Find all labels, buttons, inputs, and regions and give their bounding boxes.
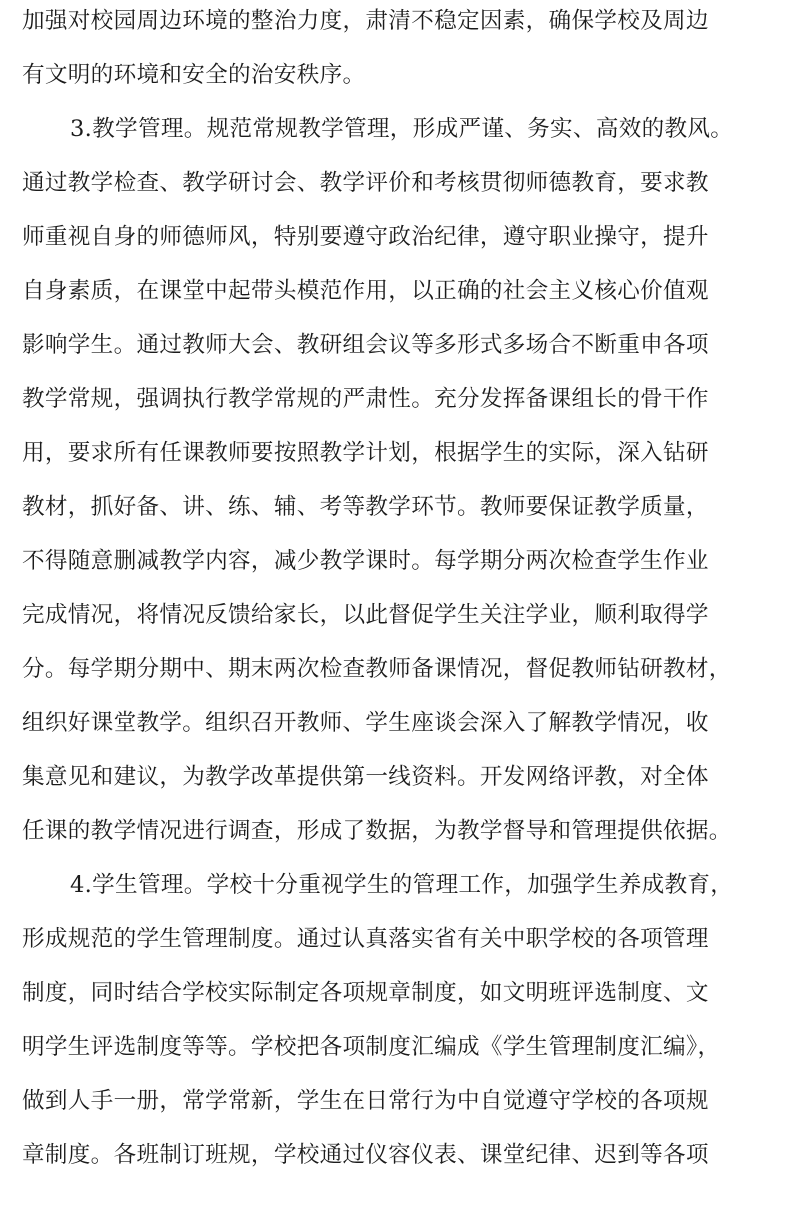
section-3-heading-line: 3.教学管理。规范常规教学管理，形成严谨、务实、高效的教风。 — [70, 116, 734, 142]
text-line-2: 有文明的环境和安全的治安秩序。 — [22, 62, 366, 88]
text-line-5: 师重视自身的师德师风，特别要遵守政治纪律，遵守职业操守，提升 — [22, 224, 709, 250]
text-line-10: 教材，抓好备、讲、练、辅、考等教学环节。教师要保证教学质量， — [22, 494, 709, 520]
text-line-21: 做到人手一册，常学常新，学生在日常行为中自觉遵守学校的各项规 — [22, 1088, 709, 1114]
text-line-9: 用，要求所有任课教师要按照教学计划，根据学生的实际，深入钻研 — [22, 440, 709, 466]
section-4-heading-line: 4.学生管理。学校十分重视学生的管理工作，加强学生养成教育， — [70, 872, 734, 898]
text-line-7: 影响学生。通过教师大会、教研组会议等多形式多场合不断重申各项 — [22, 332, 709, 358]
text-line-11: 不得随意删减教学内容，减少教学课时。每学期分两次检查学生作业 — [22, 548, 709, 574]
text-line-20: 明学生评选制度等等。学校把各项制度汇编成《学生管理制度汇编》， — [22, 1034, 721, 1060]
text-line-4: 通过教学检查、教学研讨会、教学评价和考核贯彻师德教育，要求教 — [22, 170, 709, 196]
text-line-19: 制度，同时结合学校实际制定各项规章制度，如文明班评选制度、文 — [22, 980, 709, 1006]
text-line-22: 章制度。各班制订班规，学校通过仪容仪表、课堂纪律、迟到等各项 — [22, 1142, 709, 1168]
text-line-12: 完成情况，将情况反馈给家长，以此督促学生关注学业，顺利取得学 — [22, 602, 709, 628]
text-line-13: 分。每学期分期中、期末两次检查教师备课情况，督促教师钻研教材， — [22, 656, 732, 682]
text-line-6: 自身素质，在课堂中起带头模范作用，以正确的社会主义核心价值观 — [22, 278, 709, 304]
text-line-14: 组织好课堂教学。组织召开教师、学生座谈会深入了解教学情况，收 — [22, 710, 709, 736]
text-line-18: 形成规范的学生管理制度。通过认真落实省有关中职学校的各项管理 — [22, 926, 709, 952]
text-line-15: 集意见和建议，为教学改革提供第一线资料。开发网络评教，对全体 — [22, 764, 709, 790]
text-line-1: 加强对校园周边环境的整治力度，肃清不稳定因素，确保学校及周边 — [22, 8, 709, 34]
text-line-8: 教学常规，强调执行教学常规的严肃性。充分发挥备课组长的骨干作 — [22, 386, 709, 412]
text-line-16: 任课的教学情况进行调查，形成了数据，为教学督导和管理提供依据。 — [22, 818, 732, 844]
